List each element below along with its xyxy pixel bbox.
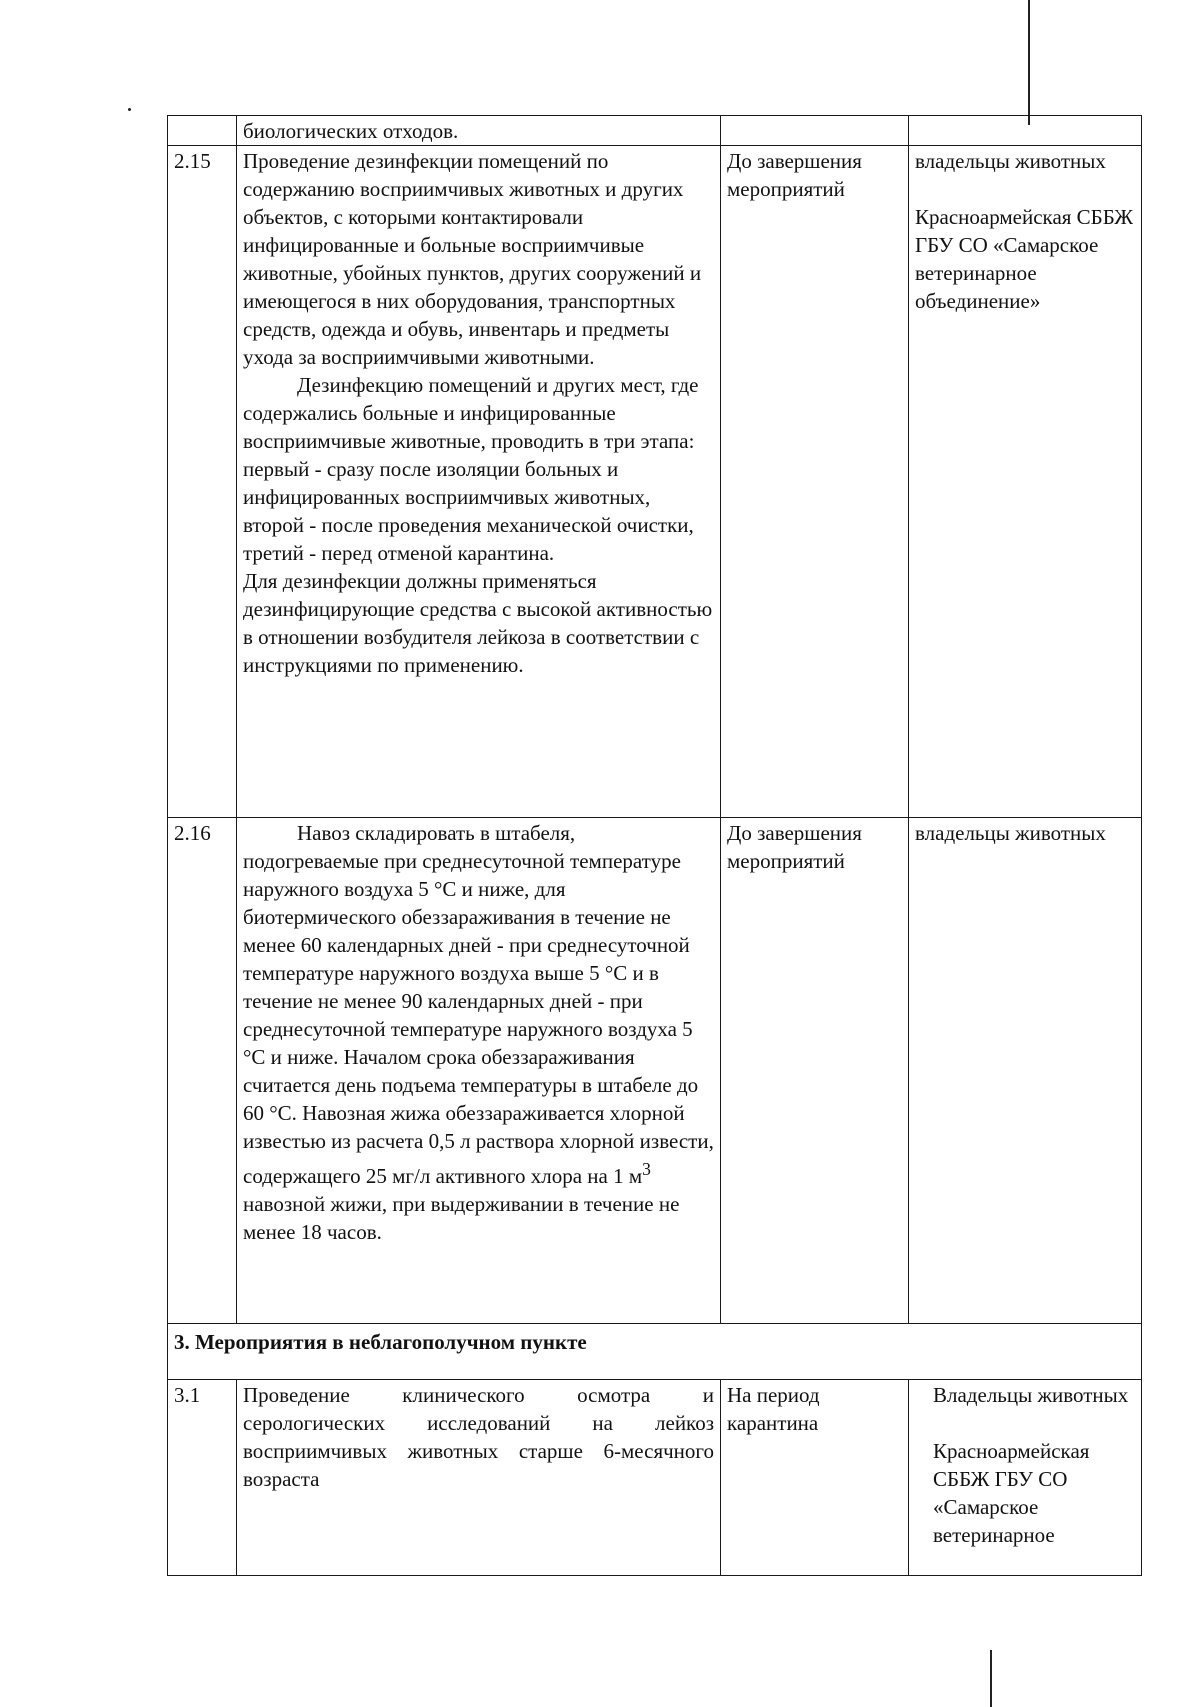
cell-resp (909, 1380, 1142, 1576)
cell-text (237, 116, 721, 146)
row-responsible-owners: Владельцы животных (933, 1383, 1129, 1407)
cell-resp (909, 146, 1142, 818)
row-responsible-owners: владельцы животных (915, 149, 1106, 173)
row-responsible-vet: Красноармейская СББЖ ГБУ СО «Самарское ветеринарное (933, 1439, 1090, 1547)
row-text-paragraph-2: Дезинфекцию помещений и других мест, где содержались больные и инфицированные восприимчивые животные, проводить в три этапа: первый - сразу после изоляции больных и инфицированных восприимчивых животных, второй - после проведения механической очистки, третий - перед отменой карантина. (243, 373, 699, 565)
cell-resp (909, 116, 1142, 146)
scan-dot (128, 108, 131, 111)
spacer (933, 1409, 1135, 1437)
cell-term (721, 146, 909, 818)
row-term: На период карантина (727, 1383, 820, 1435)
row-number: 2.16 (174, 821, 211, 845)
row-term: До завершения мероприятий (727, 149, 862, 201)
cell-num (168, 1380, 237, 1576)
row-text-paragraph-1: Проведение дезинфекции помещений по содержанию восприимчивых животных и других объектов, с которыми контактировали инфицированные и больные восприимчивые животные, убойных пунктов, других сооружений и имеющегося в них оборудования, транспортных средств, одежда и обувь, инвентарь и предметы ухода за восприимчивыми животными. (243, 149, 702, 369)
cell-text (237, 1380, 721, 1576)
row-text: Проведение клинического осмотра и серологических исследований на лейкоз восприимчивых животных старше 6-месячного возраста (243, 1383, 714, 1491)
scan-line-top-right (1028, 0, 1030, 125)
cell-text (237, 818, 721, 1324)
table-row-section-3 (168, 1324, 1142, 1380)
row-number: 3.1 (174, 1383, 201, 1407)
cell-term (721, 1380, 909, 1576)
measures-table (167, 115, 1142, 1576)
cell-term (721, 818, 909, 1324)
row-text-main: Навоз складировать в штабеля, подогреваемые при среднесуточной температуре наружного воздуха 5 °С и ниже, для биотермического обеззараживания в течение не менее 60 календарных дней - при среднесуточной температуре наружного воздуха выше 5 °С и в течение не менее 90 календарных дней - при среднесуточной температуре наружного воздуха 5 °С и ниже. Началом срока обеззараживания считается день подъема температуры в штабеле до 60 °С. Навозная жижа обеззараживается хлорной известью из расчета 0,5 л раствора хлорной извести, содержащего 25 мг/л активного хлора на 1 м (243, 821, 714, 1188)
row-responsible-owners: владельцы животных (915, 821, 1106, 845)
row-text-end: навозной жижи, при выдерживании в течение не менее 18 часов. (243, 1192, 680, 1244)
row-responsible-vet: Красноармейская СББЖ ГБУ СО «Самарское ветеринарное объединение» (915, 205, 1134, 313)
cell-term (721, 116, 909, 146)
cell-text (237, 146, 721, 818)
table-row-2-15 (168, 146, 1142, 818)
scan-line-bottom-right (990, 1650, 992, 1707)
row-text: биологических отходов. (243, 119, 459, 143)
table-row-2-16 (168, 818, 1142, 1324)
row-number: 2.15 (174, 149, 211, 173)
table-row-continuation (168, 116, 1142, 146)
section-title: 3. Мероприятия в неблагополучном пункте (174, 1330, 587, 1354)
cell-num (168, 116, 237, 146)
row-term: До завершения мероприятий (727, 821, 862, 873)
cell-resp (909, 818, 1142, 1324)
table-row-3-1 (168, 1380, 1142, 1576)
section-title-cell (168, 1324, 1142, 1380)
superscript-cubic: 3 (642, 1159, 651, 1179)
row-text (243, 819, 714, 1246)
row-text-paragraph-3: Для дезинфекции должны применяться дезинфицирующие средства с высокой активностью в отношении возбудителя лейкоза в соответствии с инструкциями по применению. (243, 569, 713, 677)
spacer (915, 175, 1135, 203)
cell-num (168, 818, 237, 1324)
cell-num (168, 146, 237, 818)
